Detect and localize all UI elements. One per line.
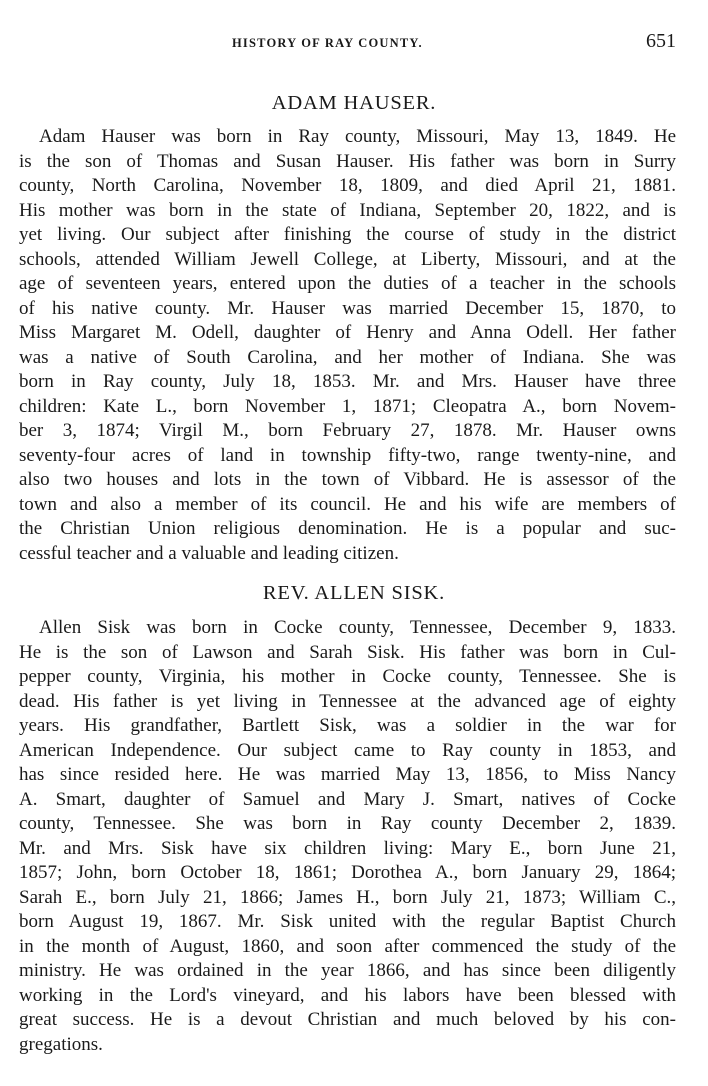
text-line: 1857; John, born October 18, 1861; Dorothea A., born January 29, 1864; <box>19 862 676 883</box>
text-line: He is the son of Lawson and Sarah Sisk. His father was born in Cul- <box>19 641 676 663</box>
text-line: town and also a member of its council. He and his wife are members of <box>19 493 676 515</box>
text-line: schools, attended William Jewell College, at Liberty, Missouri, and at the <box>19 248 676 270</box>
text-line: cessful teacher and a valuable and leading citizen. <box>19 542 399 564</box>
text-line: ministry. He was ordained in the year 1866, and has since been diligently <box>19 960 676 981</box>
text-line: the Christian Union religious denomination. He is a popular and suc- <box>19 518 676 539</box>
text-line: also two houses and lots in the town of Vibbard. He is assessor of the <box>19 469 676 490</box>
text-line: years. His grandfather, Bartlett Sisk, was a soldier in the war for <box>19 715 676 736</box>
text-line: has since resided here. He was married May 13, 1856, to Miss Nancy <box>19 764 676 785</box>
biography-adam-hauser <box>19 125 676 566</box>
text-line: age of seventeen years, entered upon the duties of a teacher in the schools <box>19 273 676 294</box>
text-line: yet living. Our subject after finishing the course of study in the district <box>19 224 676 245</box>
text-line: Allen Sisk was born in Cocke county, Tennessee, December 9, 1833. <box>39 617 676 638</box>
text-line: of his native county. Mr. Hauser was married December 15, 1870, to <box>19 297 676 319</box>
text-line: Sarah E., born July 21, 1866; James H., born July 21, 1873; William C., <box>19 886 676 908</box>
section-heading-adam-hauser: ADAM HAUSER. <box>271 92 437 114</box>
text-line: is the son of Thomas and Susan Hauser. His father was born in Surry <box>19 150 676 172</box>
text-line: was a native of South Carolina, and her mother of Indiana. She was <box>19 346 676 368</box>
text-line: Mr. and Mrs. Sisk have six children living: Mary E., born June 21, <box>19 837 676 859</box>
text-line: great success. He is a devout Christian and much beloved by his con- <box>19 1009 676 1030</box>
text-line: in the month of August, 1860, and soon after commenced the study of the <box>19 935 676 957</box>
text-line: A. Smart, daughter of Samuel and Mary J. Smart, natives of Cocke <box>19 788 676 810</box>
section-heading-allen-sisk: REV. ALLEN SISK. <box>262 582 446 604</box>
biography-allen-sisk <box>19 616 676 1057</box>
text-line: county, Tennessee. She was born in Ray county December 2, 1839. <box>19 813 676 834</box>
text-line: gregations. <box>19 1033 103 1055</box>
text-line: His mother was born in the state of Indiana, September 20, 1822, and is <box>19 199 676 221</box>
text-line: dead. His father is yet living in Tennessee at the advanced age of eighty <box>19 690 676 712</box>
text-line: born in Ray county, July 18, 1853. Mr. and Mrs. Hauser have three <box>19 371 676 392</box>
text-line: Adam Hauser was born in Ray county, Missouri, May 13, 1849. He <box>39 126 676 147</box>
page-number: 651 <box>646 30 676 52</box>
text-line: ber 3, 1874; Virgil M., born February 27, 1878. Mr. Hauser owns <box>19 420 676 441</box>
text-line: working in the Lord's vineyard, and his labors have been blessed with <box>19 984 676 1006</box>
text-line: Miss Margaret M. Odell, daughter of Henry and Anna Odell. Her father <box>19 322 676 343</box>
text-line: seventy-four acres of land in township fifty-two, range twenty-nine, and <box>19 444 676 466</box>
text-line: American Independence. Our subject came to Ray county in 1853, and <box>19 739 676 761</box>
text-line: pepper county, Virginia, his mother in Cocke county, Tennessee. She is <box>19 666 676 687</box>
text-line: children: Kate L., born November 1, 1871; Cleopatra A., born Novem- <box>19 395 676 417</box>
running-head: HISTORY OF RAY COUNTY. <box>232 36 423 50</box>
text-line: county, North Carolina, November 18, 1809, and died April 21, 1881. <box>19 175 676 196</box>
text-line: born August 19, 1867. Mr. Sisk united with the regular Baptist Church <box>19 911 676 932</box>
